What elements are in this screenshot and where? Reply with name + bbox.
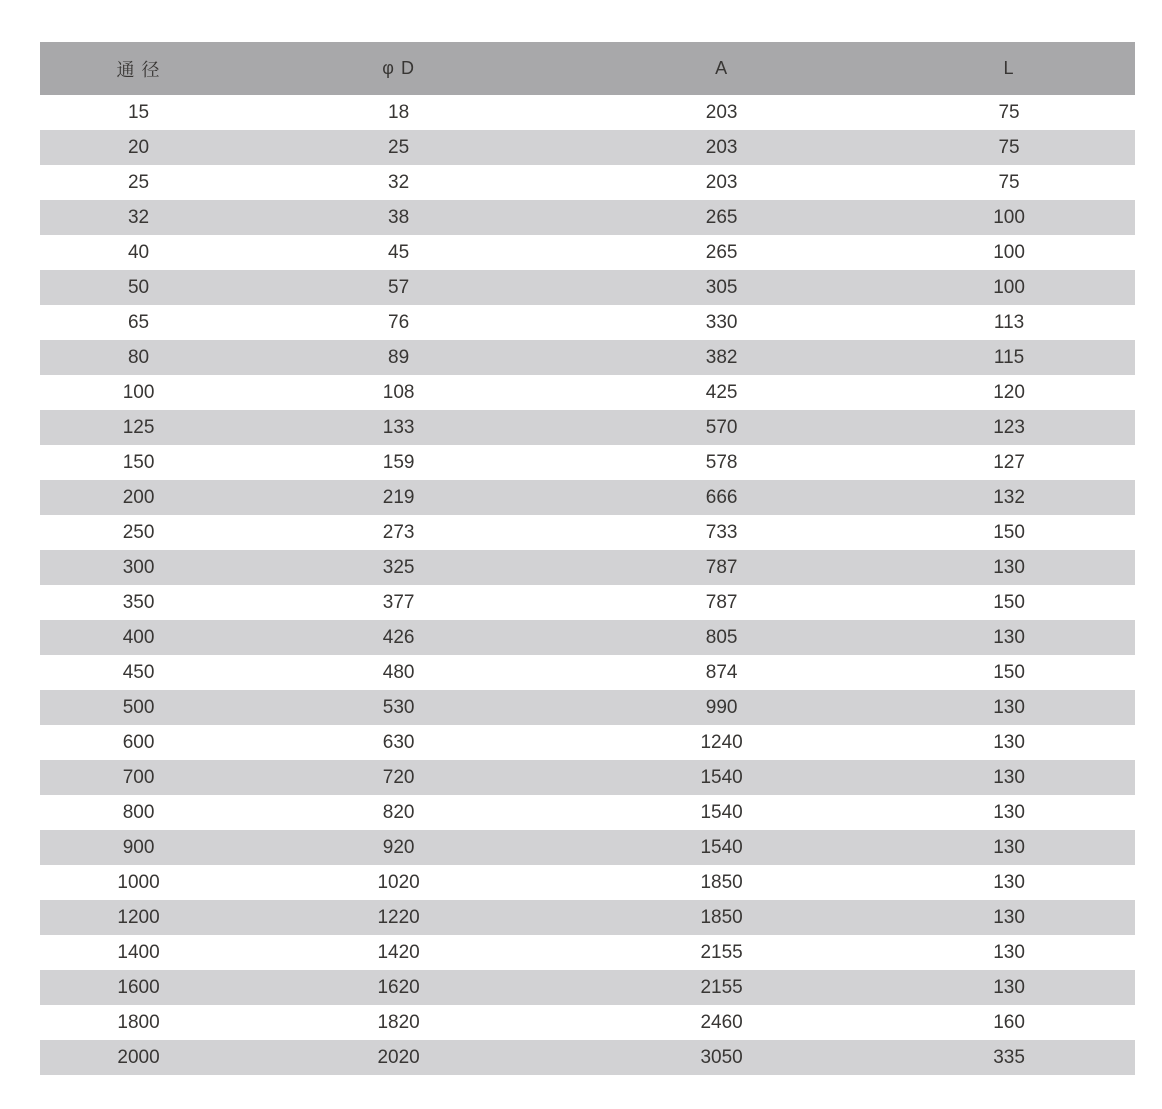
- cell-a: 1540: [560, 760, 883, 795]
- cell-l: 130: [993, 871, 1025, 893]
- cell-phi-d: 2020: [237, 1040, 560, 1075]
- cell-a: 805: [560, 620, 883, 655]
- cell-tongjing: 150: [122, 451, 155, 473]
- cell-l: 130: [993, 941, 1025, 963]
- cell-tongjing: 125: [40, 410, 237, 445]
- cell-l: 130: [883, 690, 1135, 725]
- cell-l: 100: [993, 241, 1025, 263]
- cell-l: 75: [883, 130, 1135, 165]
- cell-tongjing: 500: [40, 690, 237, 725]
- column-header-l: L: [883, 42, 1135, 95]
- cell-tongjing: 1400: [117, 941, 160, 963]
- cell-l: 132: [883, 480, 1135, 515]
- cell-l: 100: [883, 270, 1135, 305]
- table-row: [40, 760, 1135, 795]
- cell-phi-d: 720: [237, 760, 560, 795]
- cell-phi-d: 76: [388, 311, 410, 333]
- cell-phi-d: 920: [237, 830, 560, 865]
- table-row: [40, 1005, 1135, 1040]
- cell-a: 3050: [560, 1040, 883, 1075]
- cell-a: 330: [705, 311, 738, 333]
- cell-phi-d: 38: [237, 200, 560, 235]
- cell-l: 130: [883, 900, 1135, 935]
- cell-a: 1240: [700, 731, 743, 753]
- cell-tongjing: 900: [40, 830, 237, 865]
- cell-l: 123: [883, 410, 1135, 445]
- cell-tongjing: 1600: [40, 970, 237, 1005]
- cell-tongjing: 15: [127, 101, 150, 123]
- cell-l: 130: [883, 970, 1135, 1005]
- cell-phi-d: 273: [382, 521, 415, 543]
- table-row: [40, 620, 1135, 655]
- cell-phi-d: 630: [382, 731, 415, 753]
- table-row: [40, 340, 1135, 375]
- cell-tongjing: 65: [127, 311, 150, 333]
- cell-a: 990: [560, 690, 883, 725]
- cell-a: 733: [705, 521, 738, 543]
- cell-a: 382: [560, 340, 883, 375]
- cell-a: 874: [705, 661, 738, 683]
- cell-tongjing: 80: [40, 340, 237, 375]
- cell-a: 666: [560, 480, 883, 515]
- cell-phi-d: 1020: [377, 871, 420, 893]
- cell-tongjing: 250: [122, 521, 155, 543]
- cell-a: 203: [560, 130, 883, 165]
- table-row: [40, 95, 1135, 130]
- table-row: [40, 550, 1135, 585]
- dimension-table: [40, 42, 1135, 1075]
- cell-a: 787: [560, 550, 883, 585]
- cell-phi-d: 480: [382, 661, 415, 683]
- cell-l: 160: [993, 1011, 1025, 1033]
- cell-l: 130: [883, 760, 1135, 795]
- cell-tongjing: 32: [40, 200, 237, 235]
- cell-a: 203: [705, 101, 738, 123]
- cell-l: 130: [993, 801, 1025, 823]
- cell-phi-d: 89: [237, 340, 560, 375]
- cell-phi-d: 219: [237, 480, 560, 515]
- table-row: [40, 585, 1135, 620]
- cell-phi-d: 426: [237, 620, 560, 655]
- table-row: [40, 935, 1135, 970]
- cell-a: 2155: [700, 941, 743, 963]
- cell-tongjing: 1000: [117, 871, 160, 893]
- cell-l: 113: [993, 311, 1025, 333]
- cell-phi-d: 820: [382, 801, 415, 823]
- cell-a: 203: [705, 171, 738, 193]
- cell-l: 130: [883, 550, 1135, 585]
- table-row: [40, 305, 1135, 340]
- cell-a: 1850: [700, 871, 743, 893]
- cell-tongjing: 1200: [40, 900, 237, 935]
- cell-tongjing: 800: [122, 801, 155, 823]
- cell-l: 120: [993, 381, 1025, 403]
- table-row: [40, 725, 1135, 760]
- cell-phi-d: 1220: [237, 900, 560, 935]
- cell-l: 115: [883, 340, 1135, 375]
- cell-phi-d: 1420: [377, 941, 420, 963]
- cell-phi-d: 32: [388, 171, 410, 193]
- table-row: [40, 165, 1135, 200]
- cell-tongjing: 40: [127, 241, 150, 263]
- table-row: [40, 375, 1135, 410]
- cell-phi-d: 325: [237, 550, 560, 585]
- cell-a: 787: [705, 591, 738, 613]
- table-row: [40, 865, 1135, 900]
- cell-tongjing: 700: [40, 760, 237, 795]
- cell-tongjing: 300: [40, 550, 237, 585]
- table-row: [40, 795, 1135, 830]
- table-row: [40, 200, 1135, 235]
- cell-a: 570: [560, 410, 883, 445]
- cell-a: 1540: [700, 801, 743, 823]
- cell-l: 75: [998, 101, 1020, 123]
- cell-phi-d: 1620: [237, 970, 560, 1005]
- cell-tongjing: 450: [122, 661, 155, 683]
- cell-phi-d: 159: [382, 451, 415, 473]
- cell-a: 265: [705, 241, 738, 263]
- table-row: [40, 900, 1135, 935]
- cell-a: 1850: [560, 900, 883, 935]
- column-header-tongjing: 通 径: [40, 42, 237, 95]
- cell-tongjing: 400: [40, 620, 237, 655]
- table-row: [40, 515, 1135, 550]
- table-row: [40, 690, 1135, 725]
- cell-a: 1540: [560, 830, 883, 865]
- cell-phi-d: 57: [237, 270, 560, 305]
- cell-tongjing: 25: [127, 171, 150, 193]
- table-row: [40, 1040, 1135, 1075]
- cell-tongjing: 20: [40, 130, 237, 165]
- cell-l: 130: [883, 620, 1135, 655]
- table-body: [40, 95, 1135, 1075]
- table-row: [40, 130, 1135, 165]
- cell-l: 100: [883, 200, 1135, 235]
- cell-l: 75: [998, 171, 1020, 193]
- cell-phi-d: 25: [237, 130, 560, 165]
- table-row: [40, 970, 1135, 1005]
- table-row: [40, 445, 1135, 480]
- cell-phi-d: 377: [382, 591, 415, 613]
- cell-phi-d: 1820: [377, 1011, 420, 1033]
- column-header-a: A: [560, 42, 883, 95]
- cell-phi-d: 18: [388, 101, 410, 123]
- cell-phi-d: 45: [388, 241, 410, 263]
- cell-tongjing: 100: [122, 381, 155, 403]
- dimension-table-container: [40, 42, 1135, 1075]
- cell-tongjing: 50: [40, 270, 237, 305]
- cell-phi-d: 108: [382, 381, 415, 403]
- cell-l: 335: [883, 1040, 1135, 1075]
- cell-l: 130: [883, 830, 1135, 865]
- cell-a: 425: [705, 381, 738, 403]
- cell-l: 130: [993, 731, 1025, 753]
- cell-l: 150: [993, 591, 1025, 613]
- table-row: [40, 830, 1135, 865]
- cell-l: 150: [993, 521, 1025, 543]
- cell-tongjing: 1800: [117, 1011, 160, 1033]
- cell-tongjing: 350: [122, 591, 155, 613]
- column-header-phi-d: φ D: [237, 42, 560, 95]
- table-row: [40, 480, 1135, 515]
- table-row: [40, 410, 1135, 445]
- cell-phi-d: 530: [237, 690, 560, 725]
- cell-tongjing: 600: [122, 731, 155, 753]
- cell-l: 150: [993, 661, 1025, 683]
- cell-phi-d: 133: [237, 410, 560, 445]
- cell-a: 578: [705, 451, 738, 473]
- table-row: [40, 655, 1135, 690]
- cell-a: 305: [560, 270, 883, 305]
- table-row: [40, 270, 1135, 305]
- cell-a: 265: [560, 200, 883, 235]
- cell-tongjing: 200: [40, 480, 237, 515]
- table-row: [40, 235, 1135, 270]
- table-header-row: [40, 42, 1135, 95]
- cell-a: 2155: [560, 970, 883, 1005]
- cell-tongjing: 2000: [40, 1040, 237, 1075]
- cell-l: 127: [993, 451, 1025, 473]
- cell-a: 2460: [700, 1011, 743, 1033]
